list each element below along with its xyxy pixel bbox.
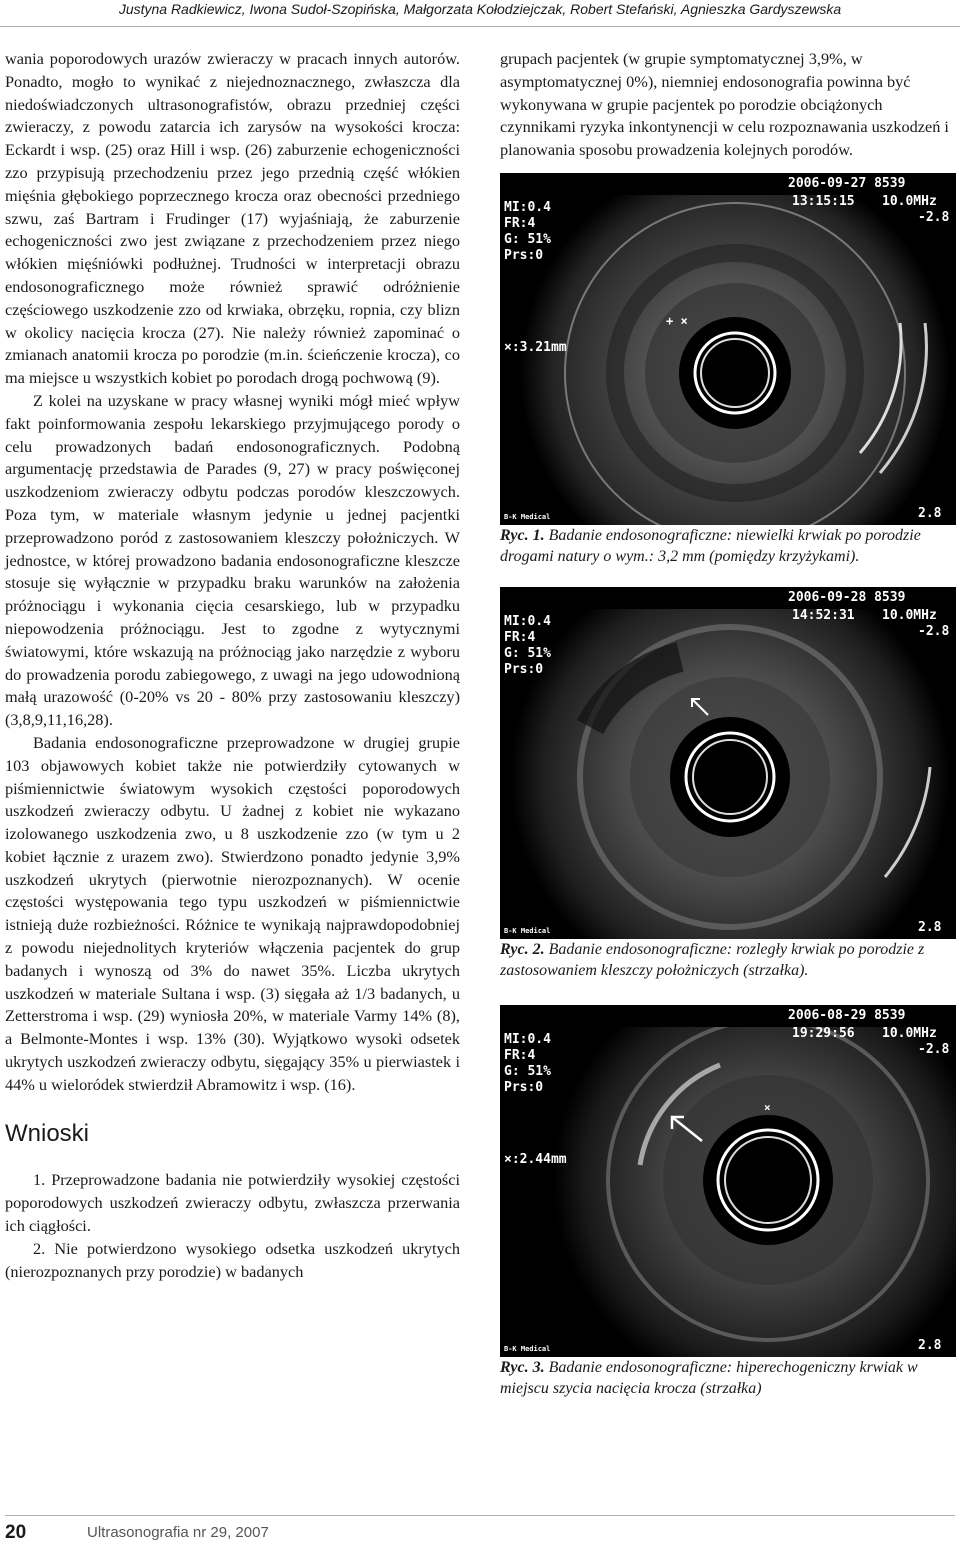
- journal-name: Ultrasonografia nr 29, 2007: [87, 1524, 269, 1541]
- measurement-marker: + ×: [666, 313, 688, 328]
- scan-param: Prs:0: [504, 1079, 544, 1095]
- figure-label: Ryc. 2.: [500, 940, 545, 958]
- scan-param: G: 51%: [504, 1063, 551, 1079]
- figure-caption: [500, 939, 957, 981]
- scan-date: 2006-09-27 8539: [788, 175, 906, 191]
- caption-text: Badanie endosonograficzne: niewielki krwiak po porodzie drogami natury o wym.: 3,2 mm (pomiędzy krzyżykami).: [500, 526, 921, 565]
- measurement-marker: ×: [764, 1100, 771, 1114]
- scan-time: 14:52:31: [792, 607, 855, 623]
- scan-depth: 2.8: [918, 505, 942, 521]
- measurement-value: ×:3.21mm: [504, 339, 567, 355]
- scan-param: G: 51%: [504, 645, 551, 661]
- figure-caption: [500, 525, 957, 567]
- figure-label: Ryc. 1.: [500, 526, 545, 544]
- right-column: [500, 48, 957, 1399]
- header-authors: Justyna Radkiewicz, Iwona Sudoł-Szopińska, Małgorzata Kołodziejczak, Robert Stefański, Agnieszka Gardyszewska: [118, 1, 842, 17]
- body-paragraph: grupach pacjentek (w grupie symptomatycznej 3,9%, w asymptomatycznej 0%), niemniej endosonografia powinna być wykonywana w grupie pacjentek po porodzie obciążonych czynnikami ryzyka inkontynencji w celu rozpoznawania uszkodzeń i planowania sposobu prowadzenia kolejnych porodów.: [500, 49, 949, 160]
- scan-depth: 2.8: [918, 1337, 942, 1353]
- scan-param: G: 51%: [504, 231, 551, 247]
- scan-date: 2006-08-29 8539: [788, 1007, 906, 1023]
- scan-param: Prs:0: [504, 247, 544, 263]
- bk-medical-logo: B-K Medical: [504, 1344, 551, 1353]
- conclusion-item: 2. Nie potwierdzono wysokiego odsetka uszkodzeń ukrytych (nierozpoznanych przy porodzie) w badanych: [5, 1238, 460, 1281]
- figure-caption: [500, 1357, 957, 1399]
- conclusion-item: 1. Przeprowadzone badania nie potwierdziły wysokiej częstości poporodowych uszkodzeń zwieraczy odbytu, zwłaszcza przerwania ich ciągłości.: [5, 1170, 460, 1236]
- scan-param: MI:0.4: [504, 1031, 551, 1047]
- ultrasound-figure-1: [500, 173, 956, 525]
- scan-param: FR:4: [504, 1047, 536, 1063]
- scan-param: Prs:0: [504, 661, 544, 677]
- scan-gain: -2.8: [918, 623, 950, 639]
- bk-medical-logo: B-K Medical: [504, 926, 551, 935]
- caption-text: Badanie endosonograficzne: rozległy krwiak po porodzie z zastosowaniem kleszczy położniczych (strzałka).: [500, 940, 925, 979]
- scan-depth: 2.8: [918, 919, 942, 935]
- scan-time: 13:15:15: [792, 193, 855, 209]
- scan-date: 2006-09-28 8539: [788, 589, 906, 605]
- body-paragraph: wania poporodowych urazów zwieraczy w pracach innych autorów. Ponadto, mogło to wynikać z niejednoznacznego, zwłaszcza dla niedoświadczonych ultrasonografistów, obrazu przedniej części zwieraczy, z powodu zatarcia ich zarysów na wysokości krocza: Eckardt i wsp. (25) oraz Hill i wsp. (26) zaburzenie echogeniczności zzo przypisują przechodzeniu przez jego przednią część włókien mięśnia głębokiego poprzecznego krocza oraz obecności przedniego szwu, zaś Bartram i Frudinger (17) wyjaśniają, że zaburzenie echogeniczności zwo jest związane z przechodzeniem przez niego włókien mięśniówki podłużnej. Trudności w interpretacji obrazu endosonograficznego może również sprawić odróżnienie częściowego uszkodzenie zzo od krwiaka, obrzęku, ropnia, czy blizn w okolicy nacięcia krocza (27). Nie należy również zapominać o zmianach anatomii krocza po porodzie (m.in. ścieńczenie krocza), co ma miejsce u wszystkich kobiet po porodach drogą pochwową (9).: [5, 49, 460, 388]
- body-paragraph: Z kolei na uzyskane w pracy własnej wyniki mógł mieć wpływ fakt poinformowania zespołu lekarskiego przyjmującego porody o celu prowadzonych badań endosonograficznych. Podobną argumentację przedstawia de Parades (9, 27) w pracy poświęconej uszkodzeniom zwieraczy odbytu podczas porodów kleszczowych. Poza tym, w materiale własnym jedynie u jednej pacjentki przeprowadzono poród z zastosowaniem kleszczy położniczych. W jednostce, w której prowadzono badania endosonograficzne kleszcze stosuje się wyłącznie w przypadku braku warunków na założenia próżnociągu i wykonania cięcia cesarskiego, lub w przypadku niepowodzenia próżnociągu. Jest to zgodne z wytycznymi światowymi, które wskazują na próżnociąg jako narzędzie z wyboru do prowadzenia porodu zabiegowego, z uwagi na jego udowodnioną małą urazowość (0-20% vs 20 - 80% przy zastosowaniu kleszczy) (3,8,9,11,16,28).: [5, 390, 460, 730]
- caption-text: Badanie endosonograficzne: hiperechogeniczny krwiak w miejscu szycia nacięcia krocza (strzałka): [500, 1358, 918, 1397]
- page-footer: [5, 1515, 955, 1544]
- page-number: 20: [5, 1522, 27, 1543]
- scan-gain: -2.8: [918, 1041, 950, 1057]
- scan-gain: -2.8: [918, 209, 950, 225]
- body-paragraph: Badania endosonograficzne przeprowadzone w drugiej grupie 103 objawowych kobiet także nie potwierdziły cytowanych w piśmiennictwie światowym wysokich częstości poporodowych uszkodzeń zwieraczy odbytu. U żadnej z kobiet nie wykazano izolowanego uszkodzenia zwo, u 8 uszkodzenie zzo (w tym u 2 kobiet łącznie z urazem zwo). Stwierdzono ponadto jedynie 3,9% uszkodzeń ukrytych (pierwotnie nierozpoznanych). W ocenie częstości występowania tego typu uszkodzeń w piśmiennictwie istnieją duże rozbieżności. Różnice te wynikają najprawdopodobniej z powodu niejednolitych kryteriów włączenia pacjentek do grup badanych i wynoszą od 3% do nawet 35%. Liczba ukrytych uszkodzeń w materiale Sultana i wsp. (3) sięgała aż 1/3 badanych, u Zetterstroma i wsp. (29) wyniosła 20%, w materiale Varmy 14% (8), a Belmonte-Montes i wsp. 13% (30). Wyjątkowo wysoki odsetek ukrytych uszkodzeń zwieraczy odbytu, sięgający 35% u pierwiastek i 44% u wieloródek stwierdził Abramowitz i wsp. (16).: [5, 732, 460, 1094]
- scan-frequency: 10.0MHz: [882, 1025, 937, 1041]
- scan-frequency: 10.0MHz: [882, 607, 937, 623]
- scan-param: FR:4: [504, 215, 536, 231]
- scan-time: 19:29:56: [792, 1025, 855, 1041]
- scan-param: MI:0.4: [504, 613, 551, 629]
- running-header: [0, 0, 960, 27]
- scan-param: FR:4: [504, 629, 536, 645]
- ultrasound-figure-2: [500, 587, 956, 939]
- left-column: [5, 48, 460, 1283]
- measurement-value: ×:2.44mm: [504, 1151, 567, 1167]
- scan-frequency: 10.0MHz: [882, 193, 937, 209]
- ultrasound-figure-3: [500, 1005, 956, 1357]
- section-title: Wnioski: [5, 1119, 90, 1147]
- bk-medical-logo: B-K Medical: [504, 512, 551, 521]
- figure-label: Ryc. 3.: [500, 1358, 545, 1376]
- scan-param: MI:0.4: [504, 199, 551, 215]
